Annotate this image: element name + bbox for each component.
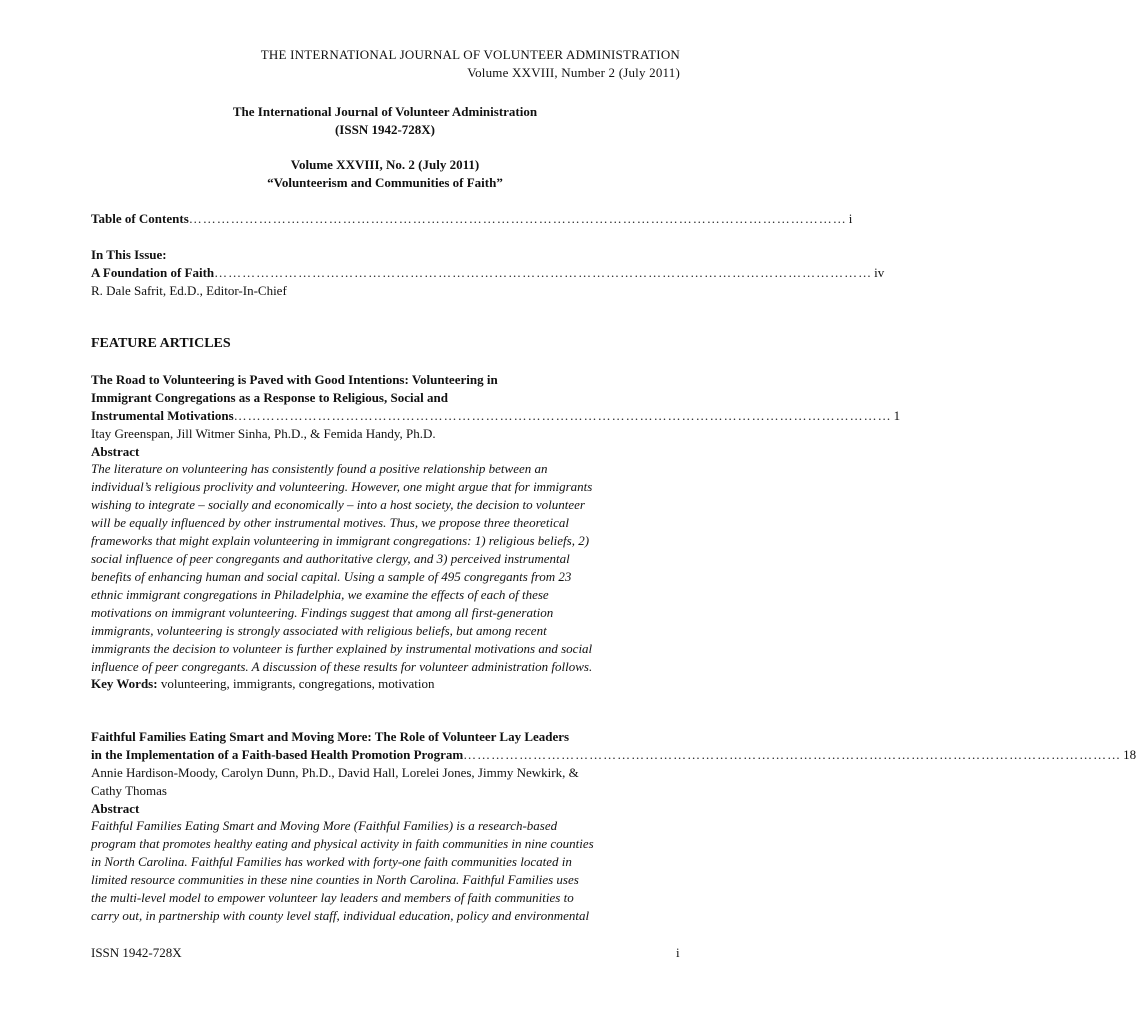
keywords-line <box>91 675 435 692</box>
article-authors: Cathy Thomas <box>91 783 167 798</box>
toc-page: i <box>848 211 853 226</box>
abstract-line: frameworks that might explain volunteering in immigrant congregations: 1) religious beliefs, 2) <box>91 533 590 548</box>
abstract-line: program that promotes healthy eating and physical activity in faith communities in nine counties <box>91 836 594 851</box>
abstract-line: in North Carolina. Faithful Families has worked with forty-one faith communities located in <box>91 854 572 869</box>
article-title-line: Faithful Families Eating Smart and Moving More: The Role of Volunteer Lay Leaders <box>91 729 570 744</box>
abstract-label: Abstract <box>91 444 140 459</box>
leader-dots: …………………………………………………………………………………………………………………………… <box>188 211 847 226</box>
abstract-line: limited resource communities in these nine counties in North Carolina. Faithful Families uses <box>91 872 579 887</box>
leader-dots: …………………………………………………………………………………………………………………………… <box>214 265 873 280</box>
abstract-line: will be equally influenced by other instrumental motives. Thus, we propose three theoretical <box>91 515 570 530</box>
toc-entry-foundation-of-faith[interactable] <box>91 264 885 281</box>
issue-line: Volume XXVIII, No. 2 (July 2011) <box>290 157 480 172</box>
abstract-line: carry out, in partnership with county level staff, individual education, policy and environmental <box>91 908 590 923</box>
article-authors: Itay Greenspan, Jill Witmer Sinha, Ph.D., & Femida Handy, Ph.D. <box>91 426 436 441</box>
running-header-volume: Volume XXVIII, Number 2 (July 2011) <box>467 65 680 80</box>
journal-title: The International Journal of Volunteer Administration <box>232 104 538 119</box>
toc-entry-article-1[interactable] <box>91 407 901 424</box>
keywords-label: Key Words: <box>91 676 158 691</box>
article-title-line: in the Implementation of a Faith-based Health Promotion Program <box>91 747 464 762</box>
abstract-line: motivations on immigrant volunteering. Findings suggest that among all first-generation <box>91 605 554 620</box>
abstract-line: The literature on volunteering has consistently found a positive relationship between an <box>91 461 548 476</box>
toc-page: 18 <box>1123 747 1136 762</box>
abstract-text <box>91 817 681 925</box>
running-header-journal: THE INTERNATIONAL JOURNAL OF VOLUNTEER ADMINISTRATION <box>260 47 680 62</box>
abstract-line: ethnic immigrant congregations in Philadelphia, we examine the effects of each of these <box>91 587 549 602</box>
footer-page-number: i <box>676 945 680 960</box>
abstract-line: immigrants, volunteering is strongly associated with religious beliefs, but among recent <box>91 623 547 638</box>
footer-issn: ISSN 1942-728X <box>91 945 182 960</box>
issue-theme: “Volunteerism and Communities of Faith” <box>267 175 503 190</box>
abstract-line: influence of peer congregants. A discussion of these results for volunteer administration follows. <box>91 659 593 674</box>
abstract-line: benefits of enhancing human and social capital. Using a sample of 495 congregants from 23 <box>91 569 572 584</box>
toc-entry-table-of-contents[interactable] <box>91 210 853 227</box>
article-title-line: Instrumental Motivations <box>91 408 234 423</box>
toc-label: Table of Contents <box>91 211 189 226</box>
toc-page: iv <box>874 265 885 280</box>
editor-byline: R. Dale Safrit, Ed.D., Editor-In-Chief <box>91 283 287 298</box>
article-title-line: The Road to Volunteering is Paved with Good Intentions: Volunteering in <box>91 372 498 387</box>
leader-dots: …………………………………………………………………………………………………………………………… <box>233 408 892 423</box>
abstract-line: the multi-level model to empower volunteer lay leaders and members of faith communities to <box>91 890 574 905</box>
toc-page: 1 <box>893 408 901 423</box>
toc-entry-article-2[interactable] <box>91 746 1136 763</box>
keywords-text: volunteering, immigrants, congregations, motivation <box>160 676 435 691</box>
abstract-line: individual’s religious proclivity and volunteering. However, one might argue that for immigrants <box>91 479 593 494</box>
issn-line: (ISSN 1942-728X) <box>334 122 436 137</box>
abstract-text <box>91 460 681 676</box>
article-title-line: Immigrant Congregations as a Response to Religious, Social and <box>91 390 448 405</box>
abstract-line: social influence of peer congregants and authoritative clergy, and 3) perceived instrumental <box>91 551 570 566</box>
toc-entry-title: A Foundation of Faith <box>91 265 215 280</box>
feature-articles-heading: FEATURE ARTICLES <box>91 336 231 351</box>
abstract-line: Faithful Families Eating Smart and Moving More (Faithful Families) is a research-based <box>91 818 558 833</box>
abstract-line: immigrants the decision to volunteer is further explained by instrumental motivations and social <box>91 641 593 656</box>
abstract-label: Abstract <box>91 801 140 816</box>
article-authors: Annie Hardison-Moody, Carolyn Dunn, Ph.D., David Hall, Lorelei Jones, Jimmy Newkirk, & <box>91 765 579 780</box>
in-this-issue-heading: In This Issue: <box>91 247 167 262</box>
leader-dots: …………………………………………………………………………………………………………………………… <box>463 747 1122 762</box>
abstract-line: wishing to integrate – socially and economically – into a host society, the decision to volunteer <box>91 497 585 512</box>
